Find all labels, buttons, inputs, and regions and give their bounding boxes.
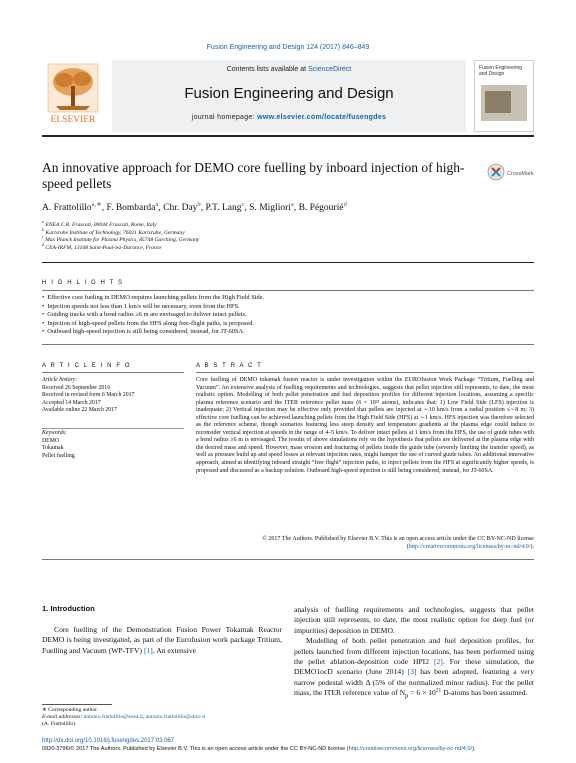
elsevier-tree-icon (42, 62, 104, 128)
affiliation: $^a$ ENEA C.R. Frascati, 00044 Frascati, Rome, Italy (42, 220, 157, 228)
author: F. Bombarda$^a$, (106, 200, 164, 213)
footnote-rule (42, 704, 112, 705)
issn-copyright-line: 0920-3796/© 2017 The Authors. Published by Elsevier B.V. This is an open access article under the CC BY-NC-ND license (http://creativecommons.org/licenses/by-nc-nd/4.0/). (42, 746, 476, 752)
article-info-rule (42, 372, 184, 373)
homepage-line: journal homepage: www.elsevier.com/locate/fusengdes (191, 114, 387, 121)
abstract-copyright: © 2017 The Authors. Published by Elsevier B.V. This is an open access article under the CC BY-NC-ND license (http://creativecommons.org/licenses/by-nc-nd/4.0/). (262, 536, 534, 550)
journal-homepage-link[interactable]: www.elsevier.com/locate/fusengdes (257, 114, 387, 121)
highlights-rule (42, 290, 534, 291)
highlights-bottom-rule (42, 344, 534, 345)
article-history (42, 377, 184, 415)
intro-paragraph: Modelling of both pellet penetration and fuel deposition profiles, for pellets launched from different injection locations, has been performed using the pellet ablation-deposition code HPI2 [2]. For these simulation, the DEMO1ocD scenario (June 2014) [3] has been adopted, featuring a very narrow pedestal width Δ (5% of the normalized minor radius). For the pellet mass, the ITER reference value of $N_p = 6 \times 10^{21}$ D-atoms has been assumed. (294, 636, 534, 700)
keywords-block (42, 430, 184, 460)
journal-title: Fusion Engineering and Design (184, 85, 394, 102)
highlights-heading: H I G H L I G H T S (42, 280, 124, 286)
author: S. Migliori$^a$, (249, 200, 299, 213)
affiliation: $^c$ Max Planck Institute for Plasma Physics, 85748 Garching, Germany (42, 235, 200, 244)
abstract-rule (196, 372, 534, 373)
keyword: DEMO (42, 437, 60, 444)
author-affiliation-marker[interactable]: c (241, 200, 245, 208)
keyword: Tokamak (42, 445, 64, 452)
article-info-heading: A R T I C L E I N F O (42, 363, 132, 369)
journal-cover-thumbnail (474, 60, 534, 132)
author-affiliation-marker[interactable]: a,∗ (91, 200, 102, 208)
highlight-item: • Outboard high-speed injection is still being considered, instead, for JT-60SA. (42, 328, 534, 337)
highlights-list (42, 294, 534, 337)
author-affiliation-marker[interactable]: a (155, 200, 159, 208)
authors-rule (42, 262, 534, 263)
reference-link[interactable]: [1] (143, 645, 153, 655)
author: P.T. Lang$^c$, (205, 200, 250, 213)
keywords-label: Keywords: (42, 430, 67, 436)
license-link[interactable]: http://creativecommons.org/licenses/by-nc-nd/4.0/ (348, 746, 473, 752)
doi-link[interactable]: http://dx.doi.org/10.1016/j.fusengdes.2017.03.067 (42, 738, 175, 744)
corresponding-author-footnote (42, 707, 282, 729)
license-link[interactable]: http://creativecommons.org/licenses/by-nc-nd/4.0/ (408, 543, 531, 550)
history-entry: Accepted 14 March 2017 (42, 399, 101, 406)
elsevier-logo (42, 62, 104, 128)
abstract-heading: A B S T R A C T (196, 363, 263, 369)
intro-paragraph: analysis of fuelling requirements and technologies, suggests that pellet injection still represents, to date, the most realistic option for deep fuel (or impurities) deposition in DEMO. (294, 605, 534, 635)
keyword: Pellet fuelling (42, 452, 75, 459)
history-entry: Available online 22 March 2017 (42, 407, 117, 414)
reference-link[interactable]: [3] (407, 667, 417, 677)
cover-image-inset (485, 91, 511, 113)
history-entry: Received in revised form 6 March 2017 (42, 392, 135, 399)
author: Chr. Day$^b$, (163, 200, 206, 213)
crossmark-icon (487, 160, 535, 188)
journal-reference-link[interactable]: Fusion Engineering and Design 124 (2017) 846–849 (206, 44, 370, 51)
affiliation: $^b$ Karlsruhe Institute of Technology, 76021 Karlsruhe, Germany (42, 227, 185, 236)
front-matter-rule (42, 559, 534, 560)
author-affiliation-marker[interactable]: d (343, 200, 347, 208)
crossmark-badge[interactable] (487, 160, 535, 188)
sciencedirect-link[interactable]: ScienceDirect (308, 66, 352, 73)
highlight-item: • Effective core fueling in DEMO requires launching pellets from the High Field Side. (42, 294, 534, 303)
author: B. Pégourié$^d$ (298, 200, 347, 213)
author: A. Frattolillo$^{a,∗}$, (42, 200, 107, 213)
affiliation-list (42, 222, 534, 252)
article-history-label: Article history: (42, 377, 78, 383)
intro-column-right (294, 605, 534, 702)
history-entry: Received 26 September 2016 (42, 384, 111, 391)
svg-text:CrossMark: CrossMark (507, 171, 534, 177)
highlight-item: • Guiding tracks with a bend radius ≥6 m are envisaged to deliver intact pellets. (42, 311, 534, 320)
reference-link[interactable]: [2] (433, 657, 443, 667)
email-owner: (A. Frattolillo). (42, 721, 77, 728)
cover-title: Fusion Engineering and Design (479, 65, 523, 77)
contents-line: Contents lists available at ScienceDirect (226, 66, 352, 73)
svg-text:ELSEVIER: ELSEVIER (50, 115, 96, 125)
intro-paragraph-left: Core fuelling of the Demonstration Fusion Power Tokamak Reactor DEMO is being investigated, as part of the Eurofusion work package Tritium, Fuelling and Vacuum (WP-TFV) [1]. An extensive (42, 625, 282, 655)
section-heading-introduction: 1. Introduction (42, 604, 95, 613)
corresponding-author-label: ∗ Corresponding author. (42, 707, 99, 713)
email-link[interactable]: antonio.frattolillo@enea.it (83, 714, 143, 721)
highlight-item: • Injection speeds not less than 1 km/s will be necessary, even from the HFS. (42, 303, 534, 312)
email-link[interactable]: antonio.frattolillo@alice.it (145, 714, 206, 721)
email-line: E-mail addresses: antonio.frattolillo@enea.it, antonio.frattolillo@alice.it (42, 714, 206, 721)
abstract-text: Core fuelling of DEMO tokamak fusion reactor is under investigation within the EUROfusion Work Package “Tritium, Fuelling and Vacuum”. An extensive analysis of fuelling requirements and technologies, suggests that pellet injection still represents, to date, the most realistic option. Modelling of both pellet penetration and fuel deposition profiles for different injection locations, assuming a specific plasma reference scenario and the ITER reference pellet mass (6 × 10²¹ atoms), indicates that: 1) Low Field Side (LFS) injection is inadequate; 2) Vertical injection may be effective only provided that pellets are injected at ∼10 km/s from a radial position ≤∼8 m; 3) effective core fuelling can be achieved launching pellets from the High Field Side (HFS) at ∼1 km/s. HFS injection was therefore selected as the reference scheme, though scenarios featuring less steep density and temperature gradients at the plasma edge could induce to reconsider vertical injection at speeds in the range of 4–5 km/s. To deliver intact pellets at 1 km/s from the HFS, the use of guide tubes with a bend radius ≥6 m is envisaged. The results of above simulations rely on the hypothesis that pellets are delivered at the plasma edge with the desired mass and speed. However, mass erosion and fracturing of pellets inside the guide tube (severely limiting the transfer speed), as well as pressure build up and speed losses at relevant injection rates, might hamper the use of curved guide tubes. An additional innovative approach, aimed at identifying inboard straight “free flight” injection paths, to inject pellets from the HFS at significantly higher speeds, is proposed and discussed as a backup solution. Outboard high-speed injection is still being considered, instead, for JT-60SA. (196, 377, 534, 474)
affiliation: $^d$ CEA-IRFM, 13108 Saint-Paul-lez-Durance, France (42, 242, 162, 251)
author-affiliation-marker[interactable]: b (197, 200, 201, 208)
article-title: An innovative approach for DEMO core fuelling by inboard injection of high-speed pellets (42, 160, 465, 191)
header-rule (42, 135, 534, 137)
author-list (42, 200, 534, 213)
keywords-rule (42, 428, 184, 429)
author-affiliation-marker[interactable]: a (290, 200, 294, 208)
highlight-item: • Injection of high-speed pellets from the HFS along free-flight paths, is proposed. (42, 320, 534, 329)
